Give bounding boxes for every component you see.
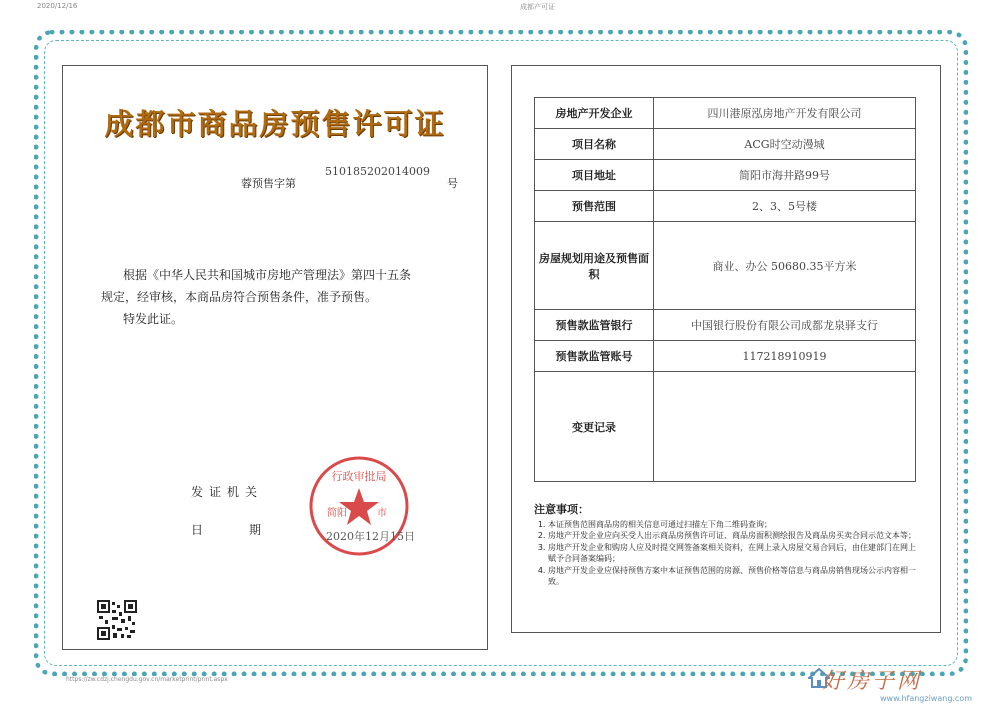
body-line: 规定，经审核，本商品房符合预售条件，准予预售。 xyxy=(101,290,378,304)
table-row xyxy=(535,191,916,222)
table-value-cell: 117218910919 xyxy=(654,341,916,372)
certificate-number-suffix: 号 xyxy=(447,177,458,190)
print-page-title: 成都产可证 xyxy=(520,3,555,11)
watermark-url: www.hfangziwang.com xyxy=(880,694,973,703)
table-value-cell: 2、3、5号楼 xyxy=(654,191,916,222)
table-label-cell: 预售款监管银行 xyxy=(535,310,654,341)
issuer-label: 发证机关 xyxy=(191,485,264,499)
note-item: 1. 本证预售范围商品房的相关信息可通过扫描左下角二维码查询； xyxy=(548,519,918,531)
table-value-cell xyxy=(654,372,916,482)
note-item: 2. 房地产开发企业应向买受人出示商品房预售许可证、商品房面积测绘报告及商品房买卖合同示范文本等； xyxy=(548,530,918,542)
certificate-title: 成都市商品房预售许可证 xyxy=(104,107,446,141)
certificate-left-panel xyxy=(62,65,488,650)
table-label-cell: 房地产开发企业 xyxy=(535,98,654,129)
notes-section xyxy=(534,504,918,588)
note-item: 4. 房地产开发企业应保持预售方案中本证预售范围的房源、预售价格等信息与商品房销售现场公示内容相一致。 xyxy=(548,565,918,588)
date-label-char: 日 xyxy=(191,523,204,537)
watermark-brand: 好房子网 xyxy=(822,669,923,694)
table-value-cell: 商业、办公 50680.35平方米 xyxy=(654,222,916,310)
table-row xyxy=(535,310,916,341)
table-value-cell: ACG时空动漫城 xyxy=(654,129,916,160)
svg-text:市: 市 xyxy=(377,508,387,519)
table-label-cell: 预售范围 xyxy=(535,191,654,222)
table-value-cell: 简阳市海井路99号 xyxy=(654,160,916,191)
table-label-cell: 项目名称 xyxy=(535,129,654,160)
table-row xyxy=(535,222,916,310)
body-line: 特发此证。 xyxy=(123,312,184,326)
date-label xyxy=(191,521,261,538)
table-row xyxy=(535,372,916,482)
table-label-cell: 变更记录 xyxy=(535,372,654,482)
certificate-number: 510185202014009 xyxy=(325,165,430,178)
table-row xyxy=(535,160,916,191)
print-date: 2020/12/16 xyxy=(37,2,78,10)
table-label-cell: 预售款监管账号 xyxy=(535,341,654,372)
svg-text:行政审批局: 行政审批局 xyxy=(331,470,387,483)
issue-date: 2020年12月15日 xyxy=(326,530,415,543)
table-label-cell: 项目地址 xyxy=(535,160,654,191)
table-label-cell: 房屋规划用途及预售面积 xyxy=(535,222,654,310)
body-line: 根据《中华人民共和国城市房地产管理法》第四十五条 xyxy=(123,268,412,282)
table-row xyxy=(535,341,916,372)
certificate-body xyxy=(101,264,471,330)
date-label-char: 期 xyxy=(249,523,262,537)
print-header xyxy=(0,2,1000,14)
certificate-number-label: 蓉预售字第 xyxy=(241,177,296,190)
svg-text:简阳: 简阳 xyxy=(327,508,347,519)
table-row xyxy=(535,98,916,129)
project-info-table xyxy=(534,97,916,482)
table-value-cell: 四川港原泓房地产开发有限公司 xyxy=(654,98,916,129)
note-item: 3. 房地产开发企业和购房人应及时提交网签备案相关资料，在网上录入房屋交易合同后，由住建部门在网上赋予合同备案编码； xyxy=(548,542,918,565)
notes-list xyxy=(534,519,918,588)
qr-code-icon[interactable] xyxy=(97,600,137,640)
table-row xyxy=(535,129,916,160)
table-value-cell: 中国银行股份有限公司成都龙泉驿支行 xyxy=(654,310,916,341)
notes-title: 注意事项： xyxy=(534,503,589,516)
footer-url: https://zw.cdzj.chengdu.gov.cn/marketprint/print.aspx xyxy=(66,676,228,683)
certificate-right-panel xyxy=(511,65,941,633)
